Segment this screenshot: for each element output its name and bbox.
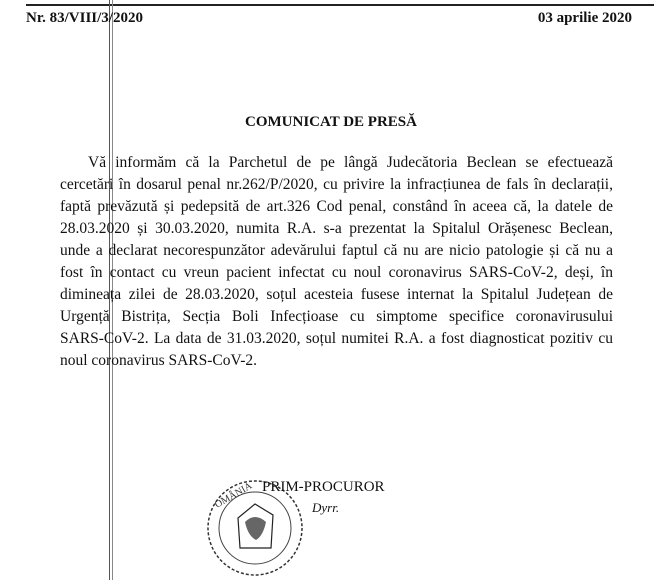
body-line: 28.03.2020 și 30.03.2020, numita R.A. s-a prezentat la Spitalul Orășenesc Beclean,: [60, 220, 613, 237]
body-line: Vă informăm că la Parchetul de pe lângă Judecătoria Beclean se efectuează: [88, 154, 613, 171]
top-border-line: [26, 4, 654, 6]
body-line: faptă prevăzută și pedepsită de art.326 Cod penal, constând în aceea că, la datele de: [60, 198, 613, 215]
document-body: [60, 152, 613, 372]
svg-text:OMÂNIA: OMÂNIA: [213, 480, 255, 511]
document-title: COMUNICAT DE PRESĂ: [245, 114, 417, 130]
body-line: SARS-CoV-2. La data de 31.03.2020, soțul numitei R.A. a fost diagnosticat pozitiv cu: [60, 330, 613, 347]
body-line: noul coronavirus SARS-CoV-2.: [60, 352, 258, 369]
signature-role: PRIM-PROCUROR: [262, 479, 385, 495]
body-line: fost în contact cu vreun pacient infectat cu noul coronavirus SARS-CoV-2, deși, în: [60, 264, 613, 281]
body-line: Urgență Bistrița, Secția Boli Infecțioase cu simptome specifice coronavirusului: [60, 308, 613, 325]
document-date: 03 aprilie 2020: [537, 10, 632, 26]
body-line: dimineața zilei de 28.03.2020, soțul acesteia fusese internat la Spitalul Județean de: [60, 286, 613, 303]
handwritten-signature: Dyrr.: [312, 500, 340, 515]
body-line: unde a declarat necorespunzător adevărului faptul că nu are nicio patologie și că nu a: [60, 242, 613, 259]
body-line: cercetări în dosarul penal nr.262/P/2020, cu privire la infracțiunea de fals în declarații,: [60, 176, 613, 193]
document-number: Nr. 83/VIII/3/2020: [26, 10, 143, 26]
